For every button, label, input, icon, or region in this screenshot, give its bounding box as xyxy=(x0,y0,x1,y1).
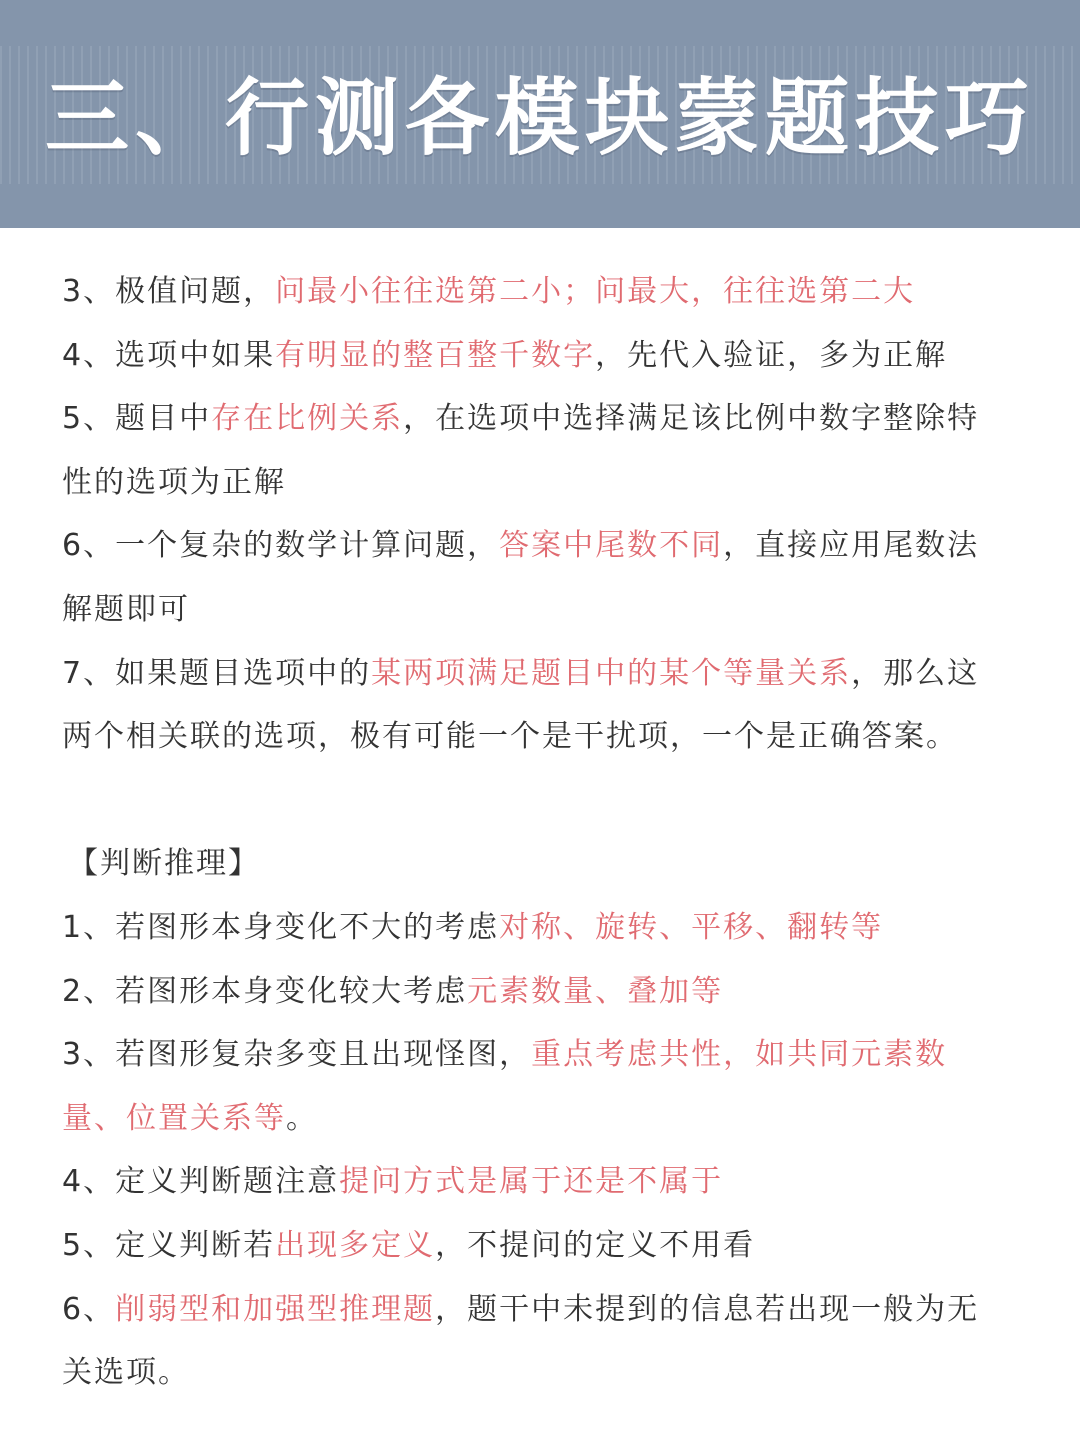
tip-highlight: 存在比例关系 xyxy=(211,401,404,437)
tip-highlight: 问最小往往选第二小；问最大，往往选第二大 xyxy=(275,274,916,309)
tip-text: 6、一个复杂的数学计算问题， xyxy=(62,528,500,564)
tip-text: ，不提问的定义不用看 xyxy=(435,1227,756,1263)
tip-item xyxy=(62,642,1022,706)
banner-bottom-band xyxy=(0,184,1080,228)
tip-text: ，直接应用尾数法 xyxy=(723,528,980,564)
tip-item-continuation xyxy=(62,1087,1022,1151)
section-heading: 【判断推理】 xyxy=(68,846,260,882)
tip-text: 2、若图形本身变化较大考虑 xyxy=(62,973,468,1009)
tip-text: 3、若图形复杂多变且出现怪图， xyxy=(62,1037,532,1073)
banner-top-band xyxy=(0,0,1080,46)
tip-item xyxy=(62,260,1022,324)
tip-highlight: 量、位置关系等 xyxy=(62,1100,286,1136)
tip-highlight: 对称、旋转、平移、翻转等 xyxy=(499,909,884,945)
tip-item xyxy=(62,387,1022,451)
tip-text: ，先代入验证，多为正解 xyxy=(595,337,948,373)
content-body xyxy=(62,260,1022,1405)
tip-highlight: 某两项满足题目中的某个等量关系 xyxy=(371,655,852,691)
tip-item xyxy=(62,324,1022,388)
tip-item xyxy=(62,896,1022,960)
tip-highlight: 出现多定义 xyxy=(275,1227,436,1263)
tip-highlight: 重点考虑共性，如共同元素数 xyxy=(531,1037,948,1073)
tip-text: ，在选项中选择满足该比例中数字整除特 xyxy=(403,401,980,437)
tip-item xyxy=(62,1214,1022,1278)
tip-item-continuation: 解题即可 xyxy=(62,591,190,627)
tip-item xyxy=(62,514,1022,578)
tip-text: ，那么这 xyxy=(851,655,980,691)
tip-text: 5、题目中 xyxy=(62,401,212,437)
tip-item xyxy=(62,1150,1022,1214)
tip-item xyxy=(62,1023,1022,1087)
title-banner xyxy=(0,0,1080,228)
tip-highlight: 提问方式是属于还是不属于 xyxy=(339,1164,724,1200)
tip-item-continuation: 两个相关联的选项，极有可能一个是干扰项，一个是正确答案。 xyxy=(62,719,958,755)
tip-highlight: 答案中尾数不同 xyxy=(499,528,724,564)
tip-text: 3、极值问题， xyxy=(62,274,276,309)
spacer xyxy=(62,769,1022,833)
tip-text: 4、定义判断题注意 xyxy=(62,1164,340,1200)
page-title: 三、行测各模块蒙题技巧 xyxy=(44,69,1035,167)
tip-text: 。 xyxy=(286,1100,318,1136)
tip-text: ，题干中未提到的信息若出现一般为无 xyxy=(435,1291,980,1327)
tip-item-continuation: 关选项。 xyxy=(62,1355,190,1391)
tip-highlight: 有明显的整百整千数字 xyxy=(275,337,596,373)
tip-highlight: 元素数量、叠加等 xyxy=(467,973,724,1009)
tip-text: 1、若图形本身变化不大的考虑 xyxy=(62,909,500,945)
tip-item xyxy=(62,1278,1022,1342)
tip-text: 6、 xyxy=(62,1291,116,1327)
tip-item xyxy=(62,960,1022,1024)
tip-text: 7、如果题目选项中的 xyxy=(62,655,372,691)
tip-highlight: 削弱型和加强型推理题 xyxy=(115,1291,436,1327)
tip-item-continuation: 性的选项为正解 xyxy=(62,464,286,500)
tip-text: 5、定义判断若 xyxy=(62,1227,276,1263)
tip-text: 4、选项中如果 xyxy=(62,337,276,373)
